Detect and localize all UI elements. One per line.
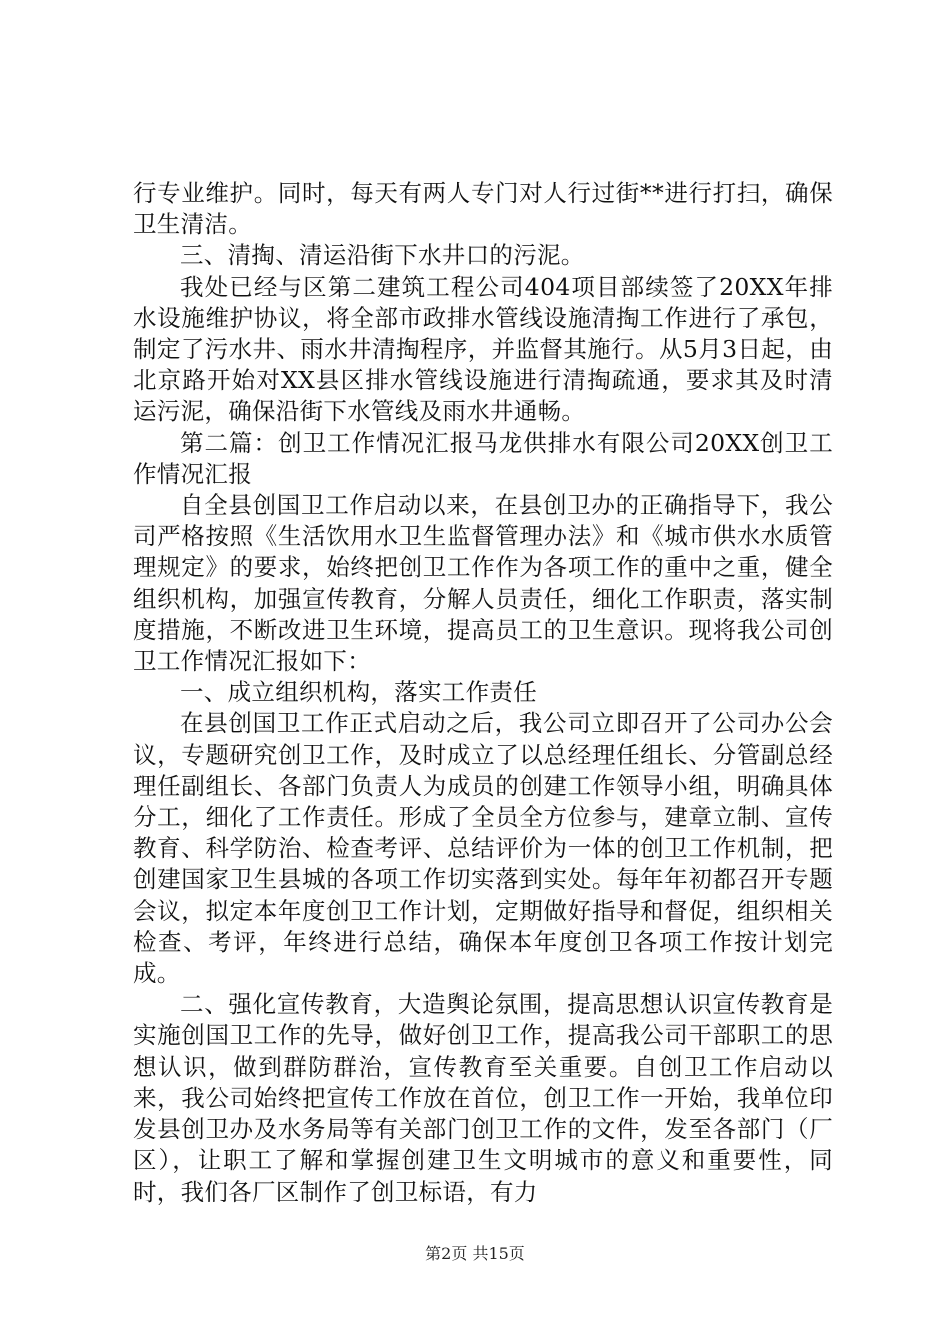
paragraph-continuation: 行专业维护。同时，每天有两人专门对人行过街**进行打扫，确保卫生清洁。 xyxy=(133,179,833,239)
section-heading-3: 三、清掏、清运沿街下水井口的污泥。 xyxy=(180,241,585,270)
paragraph: 在县创国卫工作正式启动之后，我公司立即召开了公司办公会议，专题研究创卫工作，及时成立了以总经理任组长、分管副总经理任副组长、各部门负责人为成员的创建工作领导小组，明确具体分工，细化了工作责任。形成了全员全方位参与，建章立制、宣传教育、科学防治、检查考评、总结评价为一体的创卫工作机制，把创建国家卫生县城的各项工作切实落到实处。每年年初都召开专题会议，拟定本年度创卫工作计划，定期做好指导和督促，组织相关检查、考评，年终进行总结，确保本年度创卫各项工作按计划完成。 xyxy=(133,709,833,988)
paragraph: 自全县创国卫工作启动以来，在县创卫办的正确指导下，我公司严格按照《生活饮用水卫生监督管理办法》和《城市供水水质管理规定》的要求，始终把创卫工作作为各项工作的重中之重，健全组织机构，加强宣传教育，分解人员责任，细化工作职责，落实制度措施，不断改进卫生环境，提高员工的卫生意识。现将我公司创卫工作情况汇报如下： xyxy=(133,491,833,676)
page-number-footer: 第2页 共15页 xyxy=(425,1244,525,1263)
body-text xyxy=(133,178,833,1208)
paragraph: 我处已经与区第二建筑工程公司404项目部续签了20XX年排水设施维护协议，将全部市政排水管线设施清掏工作进行了承包，制定了污水井、雨水井清掏程序，并监督其施行。从5月3日起，由北京路开始对XX县区排水管线设施进行清掏疏通，要求其及时清运污泥，确保沿街下水管线及雨水井通畅。 xyxy=(133,272,833,426)
chapter-title: 第二篇：创卫工作情况汇报马龙供排水有限公司20XX创卫工作情况汇报 xyxy=(133,428,833,488)
section-heading-2: 二、强化宣传教育，大造舆论氛围，提高思想认识宣传教育是实施创国卫工作的先导，做好创卫工作，提高我公司干部职工的思想认识，做到群防群治，宣传教育至关重要。自创卫工作启动以来，我公司始终把宣传工作放在首位，创卫工作一开始，我单位印发县创卫办及水务局等有关部门创卫工作的文件，发至各部门（厂区），让职工了解和掌握创建卫生文明城市的意义和重要性，同时，我们各厂区制作了创卫标语，有力 xyxy=(133,990,833,1206)
section-heading-1: 一、成立组织机构，落实工作责任 xyxy=(180,678,537,707)
